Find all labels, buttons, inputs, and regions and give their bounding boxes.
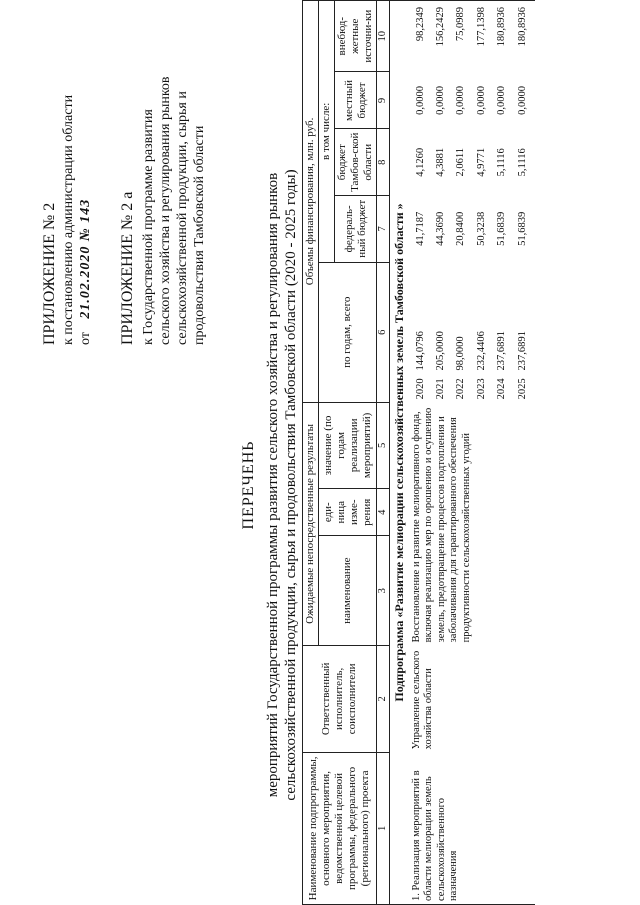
- federal-value: 20,8400: [455, 211, 467, 246]
- federal-value: 51,6839: [496, 211, 508, 246]
- table-row: [409, 1, 535, 905]
- header-federal: федераль-ный бюджет: [335, 196, 377, 263]
- regional-value: 2,0611: [455, 148, 467, 177]
- col-number: 5: [377, 402, 390, 488]
- local-value: 0,0000: [516, 86, 528, 115]
- header-regional: бюджет Тамбов-ской области: [335, 129, 377, 196]
- measure-result: Восстановление и развитие мелиоративного фонда, включая реализацию мер по орошению и осушению земель, предотвращение процессов подтопления и заболачивания для гарантированного обеспечения продуктивности сельскохозяйственных угодий: [410, 407, 472, 643]
- col-number: 8: [377, 129, 390, 196]
- header-name: Наименование подпрограммы, основного мероприятия, ведомственной целевой программы, федерального (регионального) проекта: [303, 752, 377, 904]
- federal-value: 44,3690: [434, 211, 446, 246]
- year-total-line: [451, 265, 471, 399]
- appendix-2a-header: [118, 15, 208, 345]
- year: 2021: [434, 378, 446, 400]
- header-funding-volumes: Объемы финансирования, млн. руб.: [303, 1, 319, 403]
- appendix-date-line: [77, 15, 94, 345]
- appendix-2a-line: продовольствия Тамбовской области: [192, 125, 207, 345]
- subprogram-title: Подпрограмма «Развитие мелиорации сельскохозяйственных земель Тамбовской области »: [390, 1, 409, 905]
- appendix-2a-line: к Государственной программе развития: [141, 109, 156, 345]
- measure-responsible: Управление сельского хозяйства области: [410, 650, 434, 750]
- regional-value: 4,3881: [434, 147, 446, 177]
- year-total-line: [513, 265, 533, 399]
- regional-value: 5,1116: [516, 148, 528, 177]
- years-totals-cell: [409, 262, 535, 402]
- appendix-2a-line: сельскохозяйственной продукции, сырья и: [175, 91, 190, 345]
- subprogram-row: [390, 1, 409, 905]
- col-number: 6: [377, 262, 390, 402]
- total: 232,4406: [475, 331, 487, 371]
- document-subtitle-line: сельскохозяйственной продукции, сырья и продовольствия Тамбовской области (2020 - 2025 годы): [283, 169, 299, 801]
- header-extrabudget: внебюд-жетные источни-ки: [335, 1, 377, 72]
- regional-value: 5,1116: [496, 148, 508, 177]
- total: 205,0000: [434, 331, 446, 371]
- extrabudget-value: 98,2349: [414, 7, 426, 42]
- measure-name: Реализация мероприятий в области мелиорации земель сельскохозяйственного назначения: [410, 770, 459, 901]
- total: 237,6891: [516, 331, 528, 371]
- year-total-line: [472, 265, 492, 399]
- appendix-2a-line: сельского хозяйства и регулирования рынков: [158, 76, 173, 345]
- header-result-name: наименование: [319, 536, 377, 645]
- col-number: 9: [377, 72, 390, 129]
- document-title: [240, 105, 300, 865]
- appendix-2a-title: ПРИЛОЖЕНИЕ № 2 а: [119, 191, 136, 345]
- col-number: 10: [377, 1, 390, 72]
- appendix-date-prefix: от: [78, 332, 93, 345]
- federal-value: 50,3238: [475, 211, 487, 246]
- header-including: в том числе:: [319, 1, 335, 263]
- extrabudget-value: 180,8936: [496, 7, 508, 47]
- year-total-line: [411, 265, 431, 399]
- extrabudget-value: 156,2429: [434, 7, 446, 47]
- header-by-year: по годам, всего: [319, 262, 377, 402]
- col-number: 1: [377, 752, 390, 904]
- local-value: 0,0000: [455, 86, 467, 115]
- year-total-line: [492, 265, 512, 399]
- year: 2023: [475, 378, 487, 400]
- total: 98,0000: [455, 336, 467, 371]
- col-number: 2: [377, 645, 390, 752]
- document-subtitle-line: мероприятий Государственной программы развития сельского хозяйства и регулирования рынков: [265, 172, 281, 798]
- col-number: 4: [377, 488, 390, 536]
- header-responsible: Ответственный исполнитель, соисполнители: [303, 645, 377, 752]
- regional-value: 4,9771: [475, 147, 487, 177]
- year: 2024: [496, 378, 508, 400]
- extrabudget-value: 75,0989: [455, 7, 467, 42]
- federal-values: [409, 196, 535, 263]
- document-heading: ПЕРЕЧЕНЬ: [240, 440, 257, 530]
- local-value: 0,0000: [434, 86, 446, 115]
- local-values: [409, 72, 535, 129]
- measure-number: 1.: [410, 893, 422, 901]
- local-value: 0,0000: [414, 86, 426, 115]
- column-numbers-row: [377, 1, 390, 905]
- federal-value: 51,6839: [516, 211, 528, 246]
- col-number: 3: [377, 536, 390, 645]
- regional-values: [409, 129, 535, 196]
- year: 2020: [414, 378, 426, 400]
- extrabudget-value: 180,8936: [516, 7, 528, 47]
- local-value: 0,0000: [496, 86, 508, 115]
- measures-table: [302, 0, 535, 905]
- local-value: 0,0000: [475, 86, 487, 115]
- header-value: значение (по годам реализации мероприятий): [319, 402, 377, 488]
- year-total-line: [431, 265, 451, 399]
- extrabudget-values: [409, 1, 535, 72]
- year: 2025: [516, 378, 528, 400]
- measure-name-cell: [409, 752, 535, 904]
- handwritten-date-number: 21.02.2020 № 143: [78, 198, 93, 319]
- total: 237,6891: [496, 331, 508, 371]
- federal-value: 41,7187: [414, 211, 426, 246]
- appendix-title: ПРИЛОЖЕНИЕ № 2: [41, 202, 58, 345]
- total: 144,0796: [414, 331, 426, 371]
- col-number: 7: [377, 196, 390, 263]
- regional-value: 4,1260: [414, 147, 426, 177]
- header-expected-results: Ожидаемые непосредственные результаты: [303, 402, 319, 645]
- appendix-header: [40, 15, 94, 345]
- extrabudget-value: 177,1398: [475, 7, 487, 47]
- header-unit: еди-ница изме-рения: [319, 488, 377, 536]
- appendix-line: к постановлению администрации области: [61, 94, 76, 345]
- year: 2022: [455, 378, 467, 400]
- header-local: местный бюджет: [335, 72, 377, 129]
